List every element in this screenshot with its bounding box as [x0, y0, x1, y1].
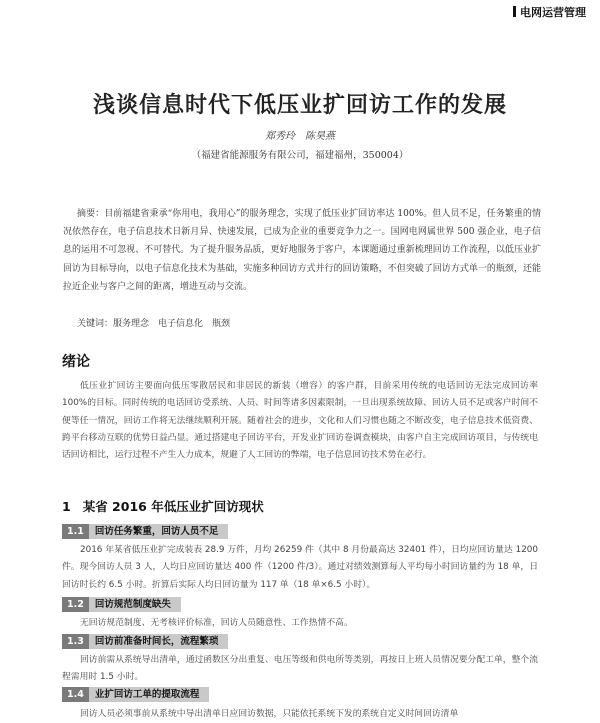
column-tag-label: 电网运营管理 [520, 6, 586, 19]
subsection-1-2-paragraph: 无回访规范制度、无考核评价标准，回访人员随意性、工作热情不高。 [80, 618, 353, 628]
article-title: 浅谈信息时代下低压业扩回访工作的发展 [92, 92, 507, 118]
section-1-number: 1 [62, 499, 71, 514]
column-tag-bar [513, 6, 516, 17]
abstract: 摘要：目前福建省秉承“你用电，我用心”的服务理念，实现了低压业扩回访率达 100%。但人员不足，任务繁重的情况依然存在，电子信息技术日新月异、快速发展，已成为企业的重要竞争力之一。国网电网属世界 500 强企业，电子信息的运用不可忽视、不可替代。为了提升服务品质，更好地服务于客户，本课题通过重新梳理回访工作流程，以低压业扩回访为目标导向，以电子信息化技术为基础，实施多种回访方式并行的回访策略，不但突破了回访方式单一的瓶颈，还能拉近企业与客户之间的距离，增进互动与交流。 [63, 209, 541, 292]
subsection-title: 回访前准备时间长，流程繁琐 [89, 634, 229, 649]
subsection-title: 业扩回访工单的提取流程 [89, 687, 210, 702]
subsection-1-4-heading [62, 687, 209, 702]
authors: 郑秀玲 陈昊燕 [265, 131, 335, 142]
subsection-number: 1.1 [62, 524, 89, 539]
intro-heading: 绪论 [62, 354, 90, 370]
section-1-heading [62, 497, 264, 515]
subsection-1-3-paragraph: 回访前需从系统导出清单，通过函数区分出重复、电压等级和供电所等类别，再按日上班人员情况要分配工单，整个流程需用时 1.5 小时。 [62, 655, 538, 683]
subsection-1-1-paragraph: 2016 年某省低压业扩完成装表 28.9 万件，月均 26259 件（其中 8 月份最高达 32401 件），日均应回访量达 1200 件。现今回访人员 3 人，人均日应回访量达 400 件（1200 件/3）。通过对绩效测算每人平均每小时回访量约为 18 单，日回访时长约 6.5 小时。折算后实际人均日回访量为 117 单（18 单×6.5 小时）。 [62, 545, 538, 590]
subsection-title: 回访规范制度缺失 [89, 597, 181, 612]
subsection-1-3-heading [62, 634, 228, 649]
subsection-1-1-heading [62, 524, 228, 539]
subsection-number: 1.2 [62, 597, 89, 612]
subsection-1-2-heading [62, 597, 181, 612]
intro-paragraph: 低压业扩回访主要面向低压零散居民和非居民的新装（增容）的客户群，目前采用传统的电话回访无法完成回访率 100%的目标。同时传统的电话回访受系统、人员、时间等诸多因素限制，一旦出现系统故障、回访人员不足或客户时间不便等任一情况，回访工作将无法继续顺利开展。随着社会的进步，文化和人们习惯也随之不断改变，电子信息技术低资费、跨平台移动互联的优势日益凸显。通过搭建电子回访平台，开发业扩回访卷调查模块，由客户自主完成回访项目，与传统电话回访相比，运行过程不产生人力成本，规避了人工回访的弊端，电子信息回访技术势在必行。 [62, 381, 538, 461]
column-tag [513, 4, 586, 20]
keywords: 关键词：服务理念 电子信息化 瓶颈 [77, 319, 231, 329]
subsection-number: 1.4 [62, 687, 89, 702]
affiliation: （福建省能源服务有限公司，福建福州，350004） [191, 150, 409, 161]
subsection-1-4-paragraph: 回访人员必须事前从系统中导出清单日应回访数据，只能依托系统下发的系统自定义时间回访清单 [80, 709, 459, 719]
subsection-title: 回访任务繁重，回访人员不足 [89, 524, 229, 539]
section-1-title: 某省 2016 年低压业扩回访现状 [82, 499, 264, 514]
subsection-number: 1.3 [62, 634, 89, 649]
